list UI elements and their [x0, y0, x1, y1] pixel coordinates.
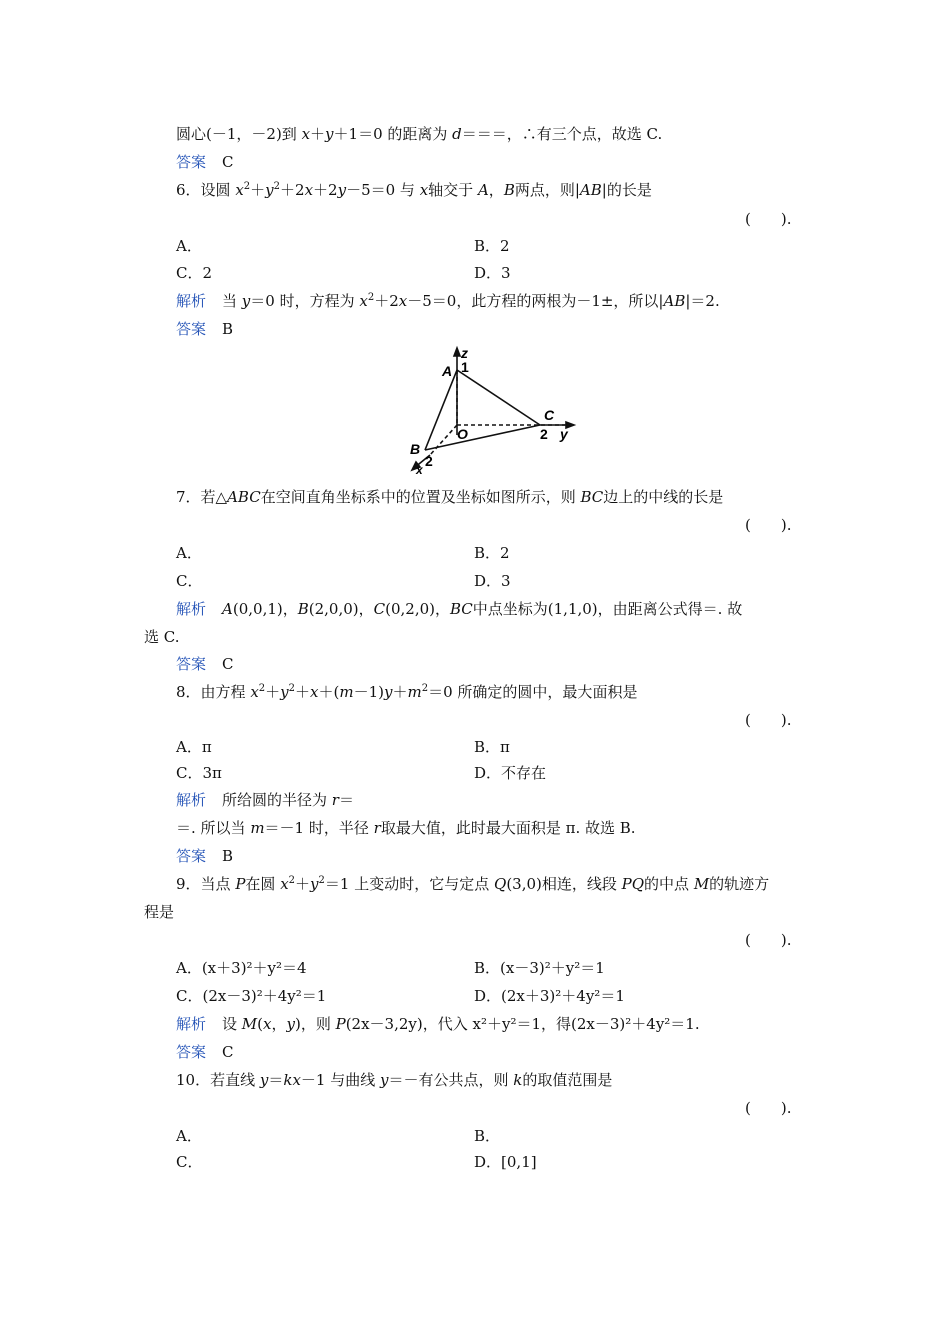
label-b: B [410, 441, 421, 457]
option-a-q9: A．(x＋3)²＋y²＝4 [176, 959, 307, 977]
label-a: A [442, 363, 453, 379]
solution-line-q5: 圆心(－1，－2)到 x＋y＋1＝0 的距离为 d＝＝＝，∴有三个点，故选 C. [176, 125, 663, 143]
option-c-q7: C． [176, 572, 203, 590]
edge-bc [425, 425, 540, 450]
question-9: 9．当点 P在圆 $x^2+y^2=1$ 上变动时，它与定点 Q(3,0)相连，线段 PQ的中点 M的轨迹方 [176, 875, 770, 893]
option-c-q10: C． [176, 1153, 203, 1171]
option-c-q6: C．2 [176, 264, 213, 282]
coordinate-figure [400, 340, 590, 475]
option-b-q6: B．2 [474, 237, 510, 255]
edge-ab [425, 370, 457, 450]
label-z: z [461, 345, 468, 361]
option-a-q8: A．π [176, 738, 212, 756]
analysis-q9: 解析 设 M(x，y)，则 P(2x－3,2y)，代入 x²＋y²＝1，得(2x－3)²＋4y²＝1. [176, 1015, 700, 1033]
edge-ac [457, 370, 540, 425]
label-x: x [416, 463, 423, 475]
answer-paren-q8: ( ). [745, 711, 792, 729]
option-c-q9: C．(2x－3)²＋4y²＝1 [176, 987, 327, 1005]
answer-q8: 答案 B [176, 847, 234, 865]
label-2-y: 2 [540, 426, 548, 442]
answer-paren-q7: ( ). [745, 516, 792, 534]
label-1: 1 [461, 359, 469, 375]
option-b-q7: B．2 [474, 544, 510, 562]
label-o: O [457, 426, 468, 442]
answer-paren-q6: ( ). [745, 210, 792, 228]
question-7: 7．若△ABC在空间直角坐标系中的位置及坐标如图所示，则 BC边上的中线的长是 [176, 488, 724, 506]
option-a-q10: A． [176, 1127, 202, 1145]
analysis-q7: 解析 A(0,0,1)，B(2,0,0)，C(0,2,0)，BC中点坐标为(1,1,0)，由距离公式得＝. 故 [176, 600, 743, 618]
question-6: 6．设圆 $x^2+y^2+2x+2y-5=0$ 与 x轴交于 A，B两点，则|AB|的长是 [176, 181, 652, 199]
option-d-q8: D．不存在 [474, 764, 547, 782]
option-d-q10: D．[0,1] [474, 1153, 537, 1171]
answer-q5: 答案 C [176, 153, 234, 171]
option-d-q9: D．(2x＋3)²＋4y²＝1 [474, 987, 625, 1005]
analysis-q8-cont: ＝. 所以当 m＝－1 时，半径 r取最大值，此时最大面积是 π. 故选 B. [176, 819, 636, 837]
option-a-q7: A． [176, 544, 202, 562]
answer-paren-q10: ( ). [745, 1099, 792, 1117]
question-9-cont: 程是 [144, 903, 175, 921]
answer-q9: 答案 C [176, 1043, 234, 1061]
label-c: C [544, 407, 555, 423]
question-10: 10．若直线 y＝kx－1 与曲线 y＝－有公共点，则 k的取值范围是 [176, 1071, 613, 1089]
option-b-q9: B．(x－3)²＋y²＝1 [474, 959, 605, 977]
answer-paren-q9: ( ). [745, 931, 792, 949]
option-d-q6: D．3 [474, 264, 511, 282]
option-b-q10: B． [474, 1127, 501, 1145]
label-y: y [560, 426, 568, 442]
question-8: 8．由方程 $x^2+y^2+x+(m-1)y+m^2=0$ 所确定的圆中，最大面积是 [176, 683, 638, 701]
answer-q7: 答案 C [176, 655, 234, 673]
analysis-q8: 解析 所给圆的半径为 r＝ [176, 791, 354, 809]
analysis-q7-cont: 选 C. [144, 628, 180, 646]
label-2-x: 2 [425, 453, 433, 469]
z-arrow [454, 348, 460, 356]
option-b-q8: B．π [474, 738, 510, 756]
option-a-q6: A． [176, 237, 202, 255]
option-c-q8: C．3π [176, 764, 222, 782]
answer-q6: 答案 B [176, 320, 234, 338]
option-d-q7: D．3 [474, 572, 511, 590]
analysis-q6: 解析 当 y＝0 时，方程为 $x^2+2x-5=0$，此方程的两根为－1±，所以|AB|＝2. [176, 292, 720, 310]
